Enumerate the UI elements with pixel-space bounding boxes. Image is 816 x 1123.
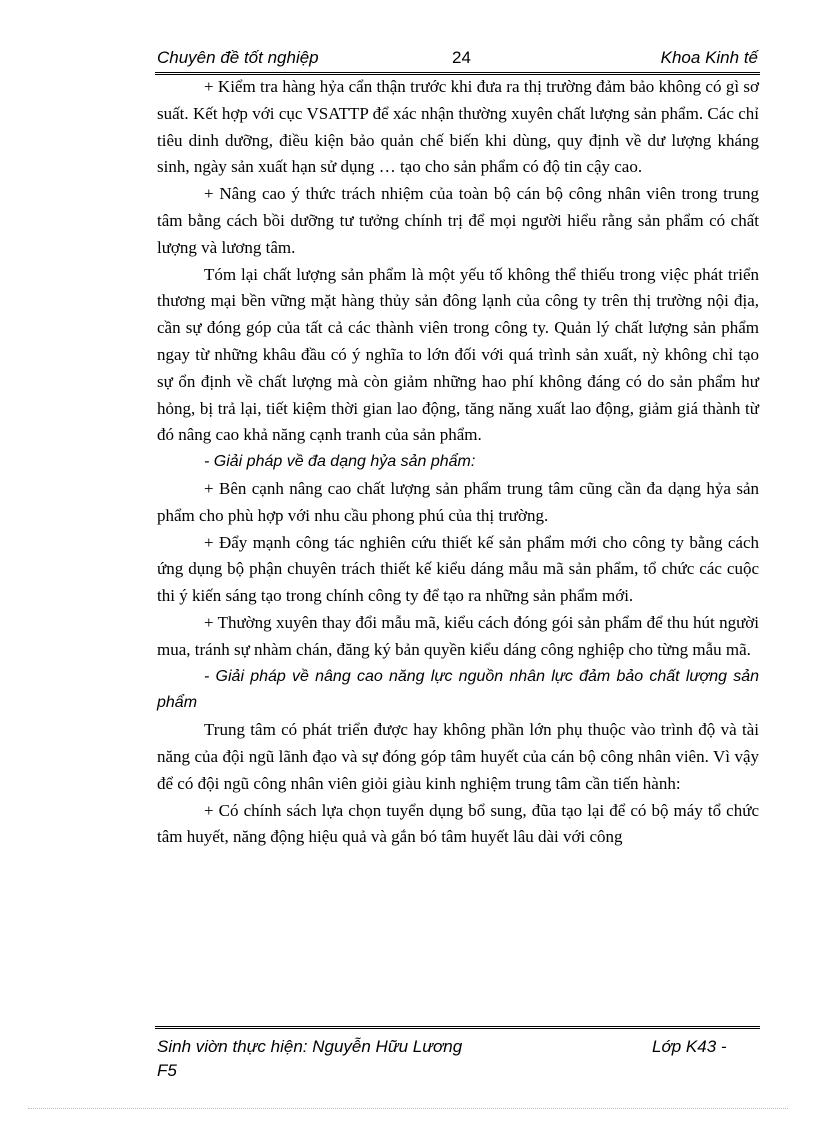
page-header [155, 46, 760, 75]
subheading-human-resources: - Giải pháp về nâng cao năng lực nguồn nhân lực đảm bảo chất lượng sản phẩm [157, 667, 759, 712]
footer-class-suffix: F5 [157, 1061, 177, 1080]
paragraph-leadership: Trung tâm có phát triển được hay không phần lớn phụ thuộc vào trình độ và tài năng của đội ngũ lãnh đạo và sự đóng góp tâm huyết của cán bộ công nhân viên. Vì vậy để có đội ngũ công nhân viên giỏi giàu kinh nghiệm trung tâm cần tiến hành: [157, 720, 759, 793]
page-bottom-divider [28, 1108, 788, 1109]
paragraph-research: + Đẩy mạnh công tác nghiên cứu thiết kế sản phẩm mới cho công ty bằng cách ứng dụng bộ phận chuyên trách thiết kế kiểu dáng mẫu mã sản phẩm, tổ chức các cuộc thi ý kiến sáng tạo trong chính công ty để tạo ra những sản phẩm mới. [157, 532, 759, 606]
paragraph-quality-check: + Kiểm tra hàng hỷa cẩn thận trước khi đưa ra thị trường đảm bảo không có gì sơ suất. Kết hợp với cục VSATTP để xác nhận thường xuyên chất lượng sản phẩm. Các chỉ tiêu dinh dưỡng, điều kiện bảo quản chế biến khi dùng, quy định về dư lượng kháng sinh, ngày sản xuất hạn sử dụng … tạo cho sản phẩm có độ tin cậy cao. [157, 77, 759, 177]
paragraph-diversify: + Bên cạnh nâng cao chất lượng sản phẩm trung tâm cũng cần đa dạng hỷa sản phẩm cho phù hợp với nhu cầu phong phú của thị trường. [157, 478, 759, 525]
page-footer [155, 1026, 760, 1080]
paragraph-summary: Tóm lại chất lượng sản phẩm là một yếu tố không thể thiếu trong việc phát triển thương mại bền vững mặt hàng thủy sản đông lạnh của công ty trên thị trường nội địa, cần sự đóng góp của tất cả các thành viên trong công ty. Quản lý chất lượng sản phẩm ngay từ những khâu đầu có ý nghĩa to lớn đối với quá trình sản xuất, nỳ không chỉ tạo sự ổn định về chất lượng mà còn giảm những hao phí không đáng có do sản phẩm hư hỏng, bị trả lại, tiết kiệm thời gian lao động, tăng năng xuất lao động, giảm giá thành từ đó nâng cao khả năng cạnh tranh của sản phẩm. [157, 264, 759, 445]
page-number: 24 [452, 48, 471, 67]
footer-class: Lớp K43 - [652, 1037, 727, 1056]
footer-student: Sinh viờn thực hiện: Nguyễn Hữu Lương [157, 1037, 463, 1056]
page-body [157, 74, 759, 851]
paragraph-recruitment: + Có chính sách lựa chọn tuyển dụng bổ sung, đũa tạo lại để có bộ máy tổ chức tâm huyết, năng động hiệu quả và gắn bó tâm huyết lâu dài với công [157, 800, 759, 847]
paragraph-packaging: + Thường xuyên thay đổi mẫu mã, kiểu cách đóng gói sản phẩm để thu hút người mua, tránh sự nhàm chán, đăng ký bản quyền kiểu dáng công nghiệp cho từng mẫu mã. [157, 612, 759, 659]
subheading-diversification: - Giải pháp về đa dạng hỷa sản phẩm: [204, 453, 476, 471]
paragraph-responsibility: + Nâng cao ý thức trách nhiệm của toàn bộ cán bộ công nhân viên trong trung tâm bằng cách bồi dưỡng tư tưởng chính trị để mọi người hiểu rằng sản phẩm có chất lượng và lương tâm. [157, 184, 759, 257]
header-document-type: Chuyên đề tốt nghiệp [157, 48, 319, 67]
header-faculty: Khoa Kinh tế [660, 48, 758, 67]
